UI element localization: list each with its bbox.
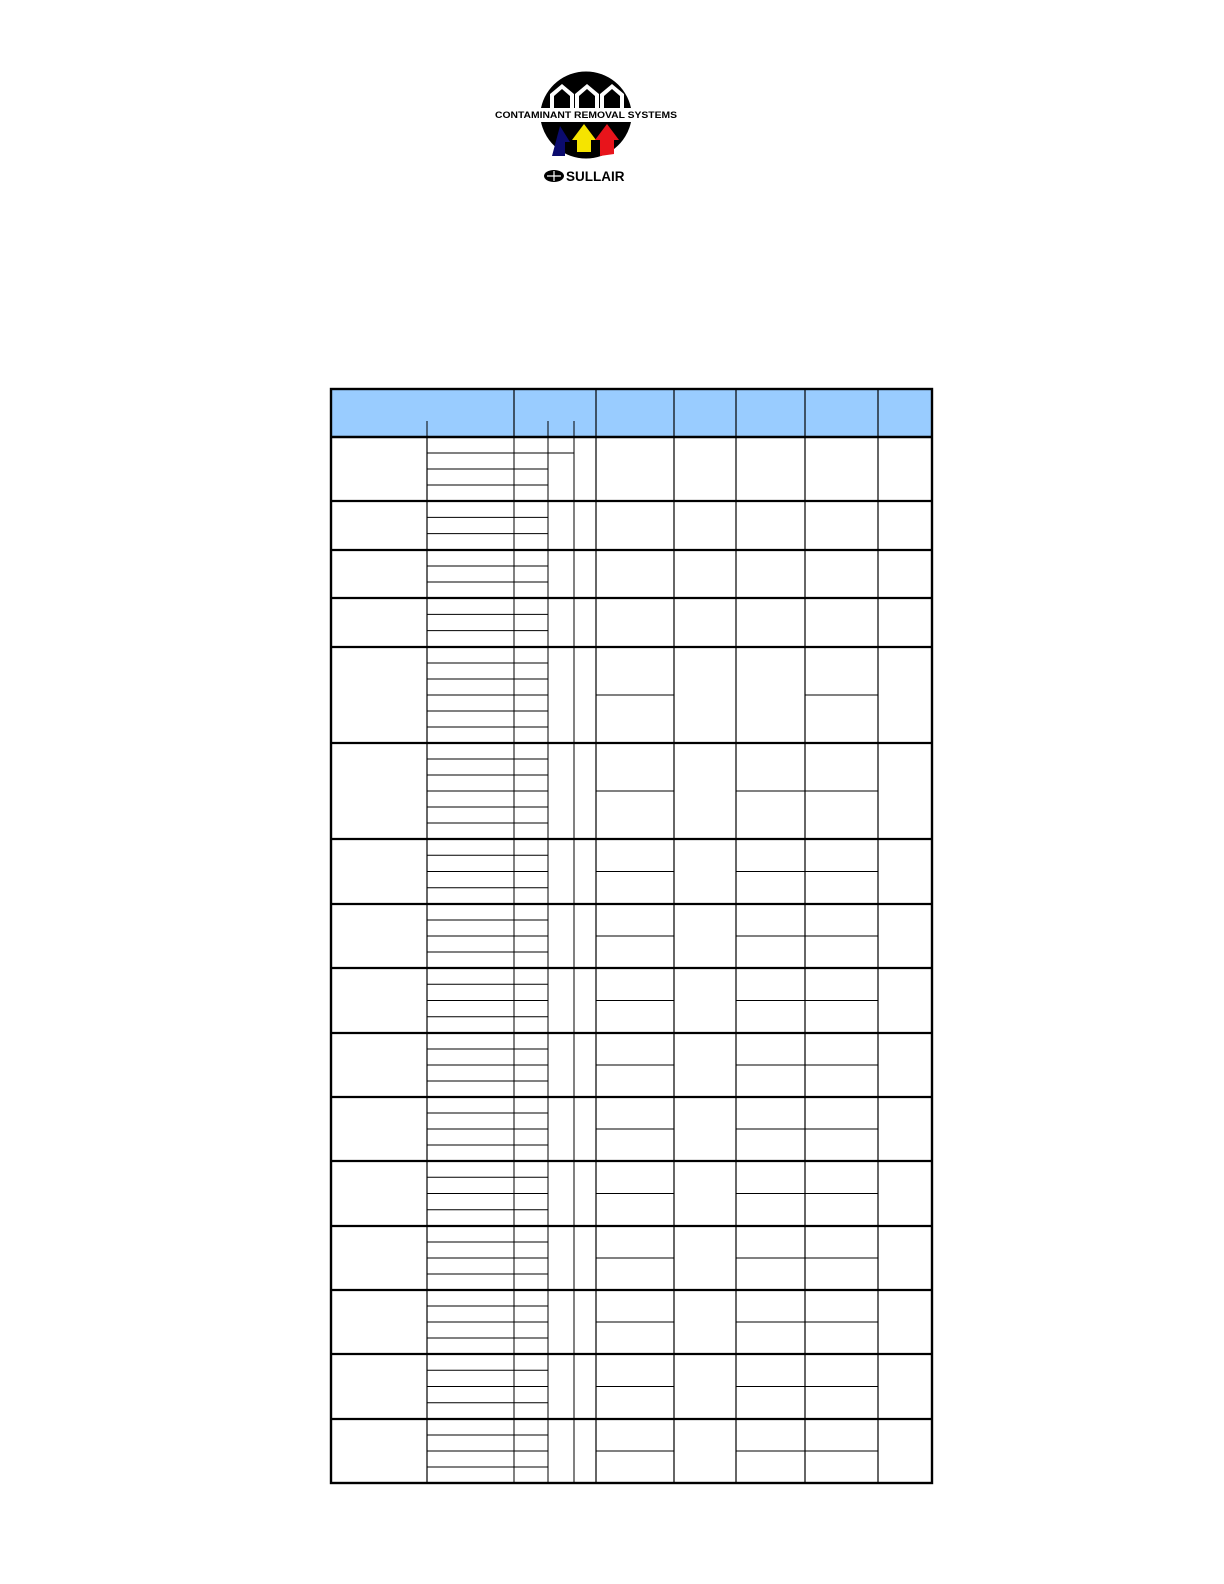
logo-brand-text: SULLAIR xyxy=(566,169,625,184)
logo-ring-text: CONTAMINANT REMOVAL SYSTEMS xyxy=(495,110,678,121)
table-header-band xyxy=(331,389,932,437)
